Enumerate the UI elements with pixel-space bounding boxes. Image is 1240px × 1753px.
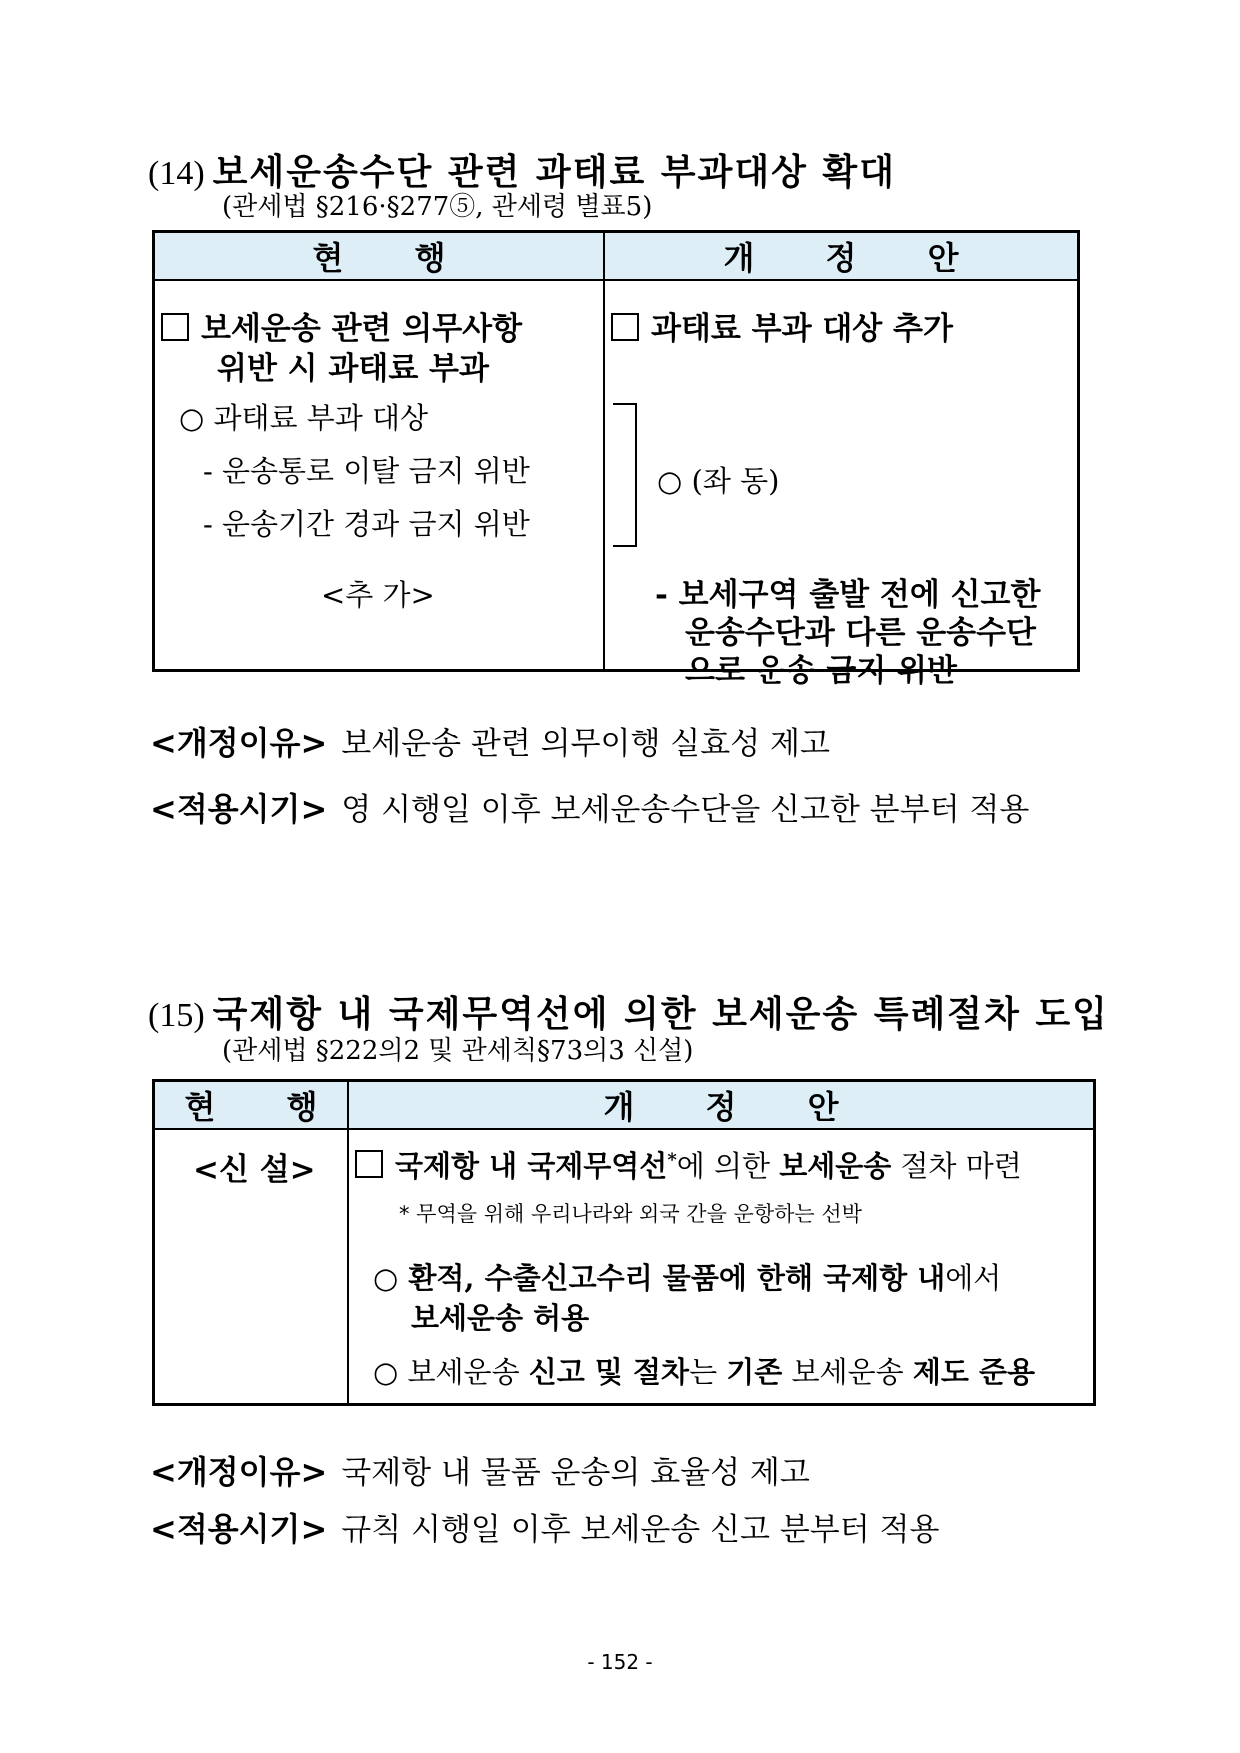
reason-text: 보세운송 관련 의무이행 실효성 제고 [341, 726, 830, 762]
checkbox-square-icon [611, 313, 639, 341]
section-14-title-text: 보세운송수단 관련 과태료 부과대상 확대 [212, 151, 896, 193]
proposed-cell [604, 280, 1079, 689]
current-heading-line2: 위반 시 과태료 부과 [217, 351, 489, 387]
footnote: * 무역을 위해 우리나라와 외국 간을 운항하는 선박 [399, 1202, 862, 1226]
proposed-heading: 과태료 부과 대상 추가 [611, 303, 953, 348]
timing-label: <적용시기> [150, 790, 328, 828]
bracket-shape [613, 403, 637, 547]
proposed-new-line1: - 보세구역 출발 전에 신고한 [655, 577, 1041, 613]
current-heading-line1: 보세운송 관련 의무사항 [161, 303, 522, 348]
col-header-proposed: 개 정 안 [348, 1081, 1095, 1130]
current-item-1: - 운송통로 이탈 금지 위반 [203, 454, 530, 488]
col-header-current: 현 행 [154, 232, 605, 281]
current-new-marker: <신 설> [193, 1152, 316, 1188]
checkbox-square-icon [161, 313, 189, 341]
section-15-reason [150, 1447, 810, 1493]
section-15-subtitle: (관세법 §222의2 및 관세칙§73의3 신설) [222, 1036, 694, 1066]
reason-label: <개정이유> [150, 724, 328, 762]
section-14-timing [150, 784, 1029, 830]
section-14-number: (14) [148, 155, 205, 192]
section-15-table [152, 1079, 1096, 1406]
section-15-number: (15) [148, 997, 205, 1034]
bullet-1-line1: ○ 환적, 수출신고수리 물품에 한해 국제항 내에서 [373, 1261, 1002, 1295]
current-item-2: - 운송기간 경과 금지 위반 [203, 507, 530, 541]
proposed-heading: 국제항 내 국제무역선*에 의한 보세운송 절차 마련 [355, 1144, 1022, 1185]
current-cell [154, 280, 605, 671]
proposed-new-line3: 으로 운송 금지 위반 [685, 653, 957, 689]
checkbox-square-icon [355, 1150, 383, 1178]
reason-text: 국제항 내 물품 운송의 효율성 제고 [341, 1455, 810, 1491]
section-14-reason [150, 718, 830, 764]
section-15-title-text: 국제항 내 국제무역선에 의한 보세운송 특례절차 도입 [212, 993, 1109, 1035]
timing-text: 규칙 시행일 이후 보세운송 신고 분부터 적용 [341, 1512, 940, 1548]
current-cell [154, 1129, 349, 1405]
proposed-new-line2: 운송수단과 다른 운송수단 [685, 615, 1036, 651]
section-15-timing [150, 1504, 939, 1550]
bullet-1-line2: 보세운송 허용 [411, 1301, 590, 1335]
timing-label: <적용시기> [150, 1510, 328, 1548]
reason-label: <개정이유> [150, 1453, 328, 1491]
current-sub-bullet: ○ 과태료 부과 대상 [179, 401, 429, 435]
section-14-subtitle: (관세법 §216·§277⑤, 관세령 별표5) [222, 192, 653, 222]
page-number: - 152 - [587, 1650, 653, 1674]
current-add-marker: <추 가> [321, 578, 435, 612]
proposed-same: ○ (좌 동) [657, 464, 780, 498]
timing-text: 영 시행일 이후 보세운송수단을 신고한 분부터 적용 [341, 792, 1030, 828]
bullet-2: ○ 보세운송 신고 및 절차는 기존 보세운송 제도 준용 [373, 1355, 1035, 1389]
col-header-current: 현 행 [154, 1081, 349, 1130]
col-header-proposed: 개 정 안 [604, 232, 1079, 281]
proposed-cell [348, 1129, 1095, 1405]
section-14-table [152, 230, 1080, 689]
